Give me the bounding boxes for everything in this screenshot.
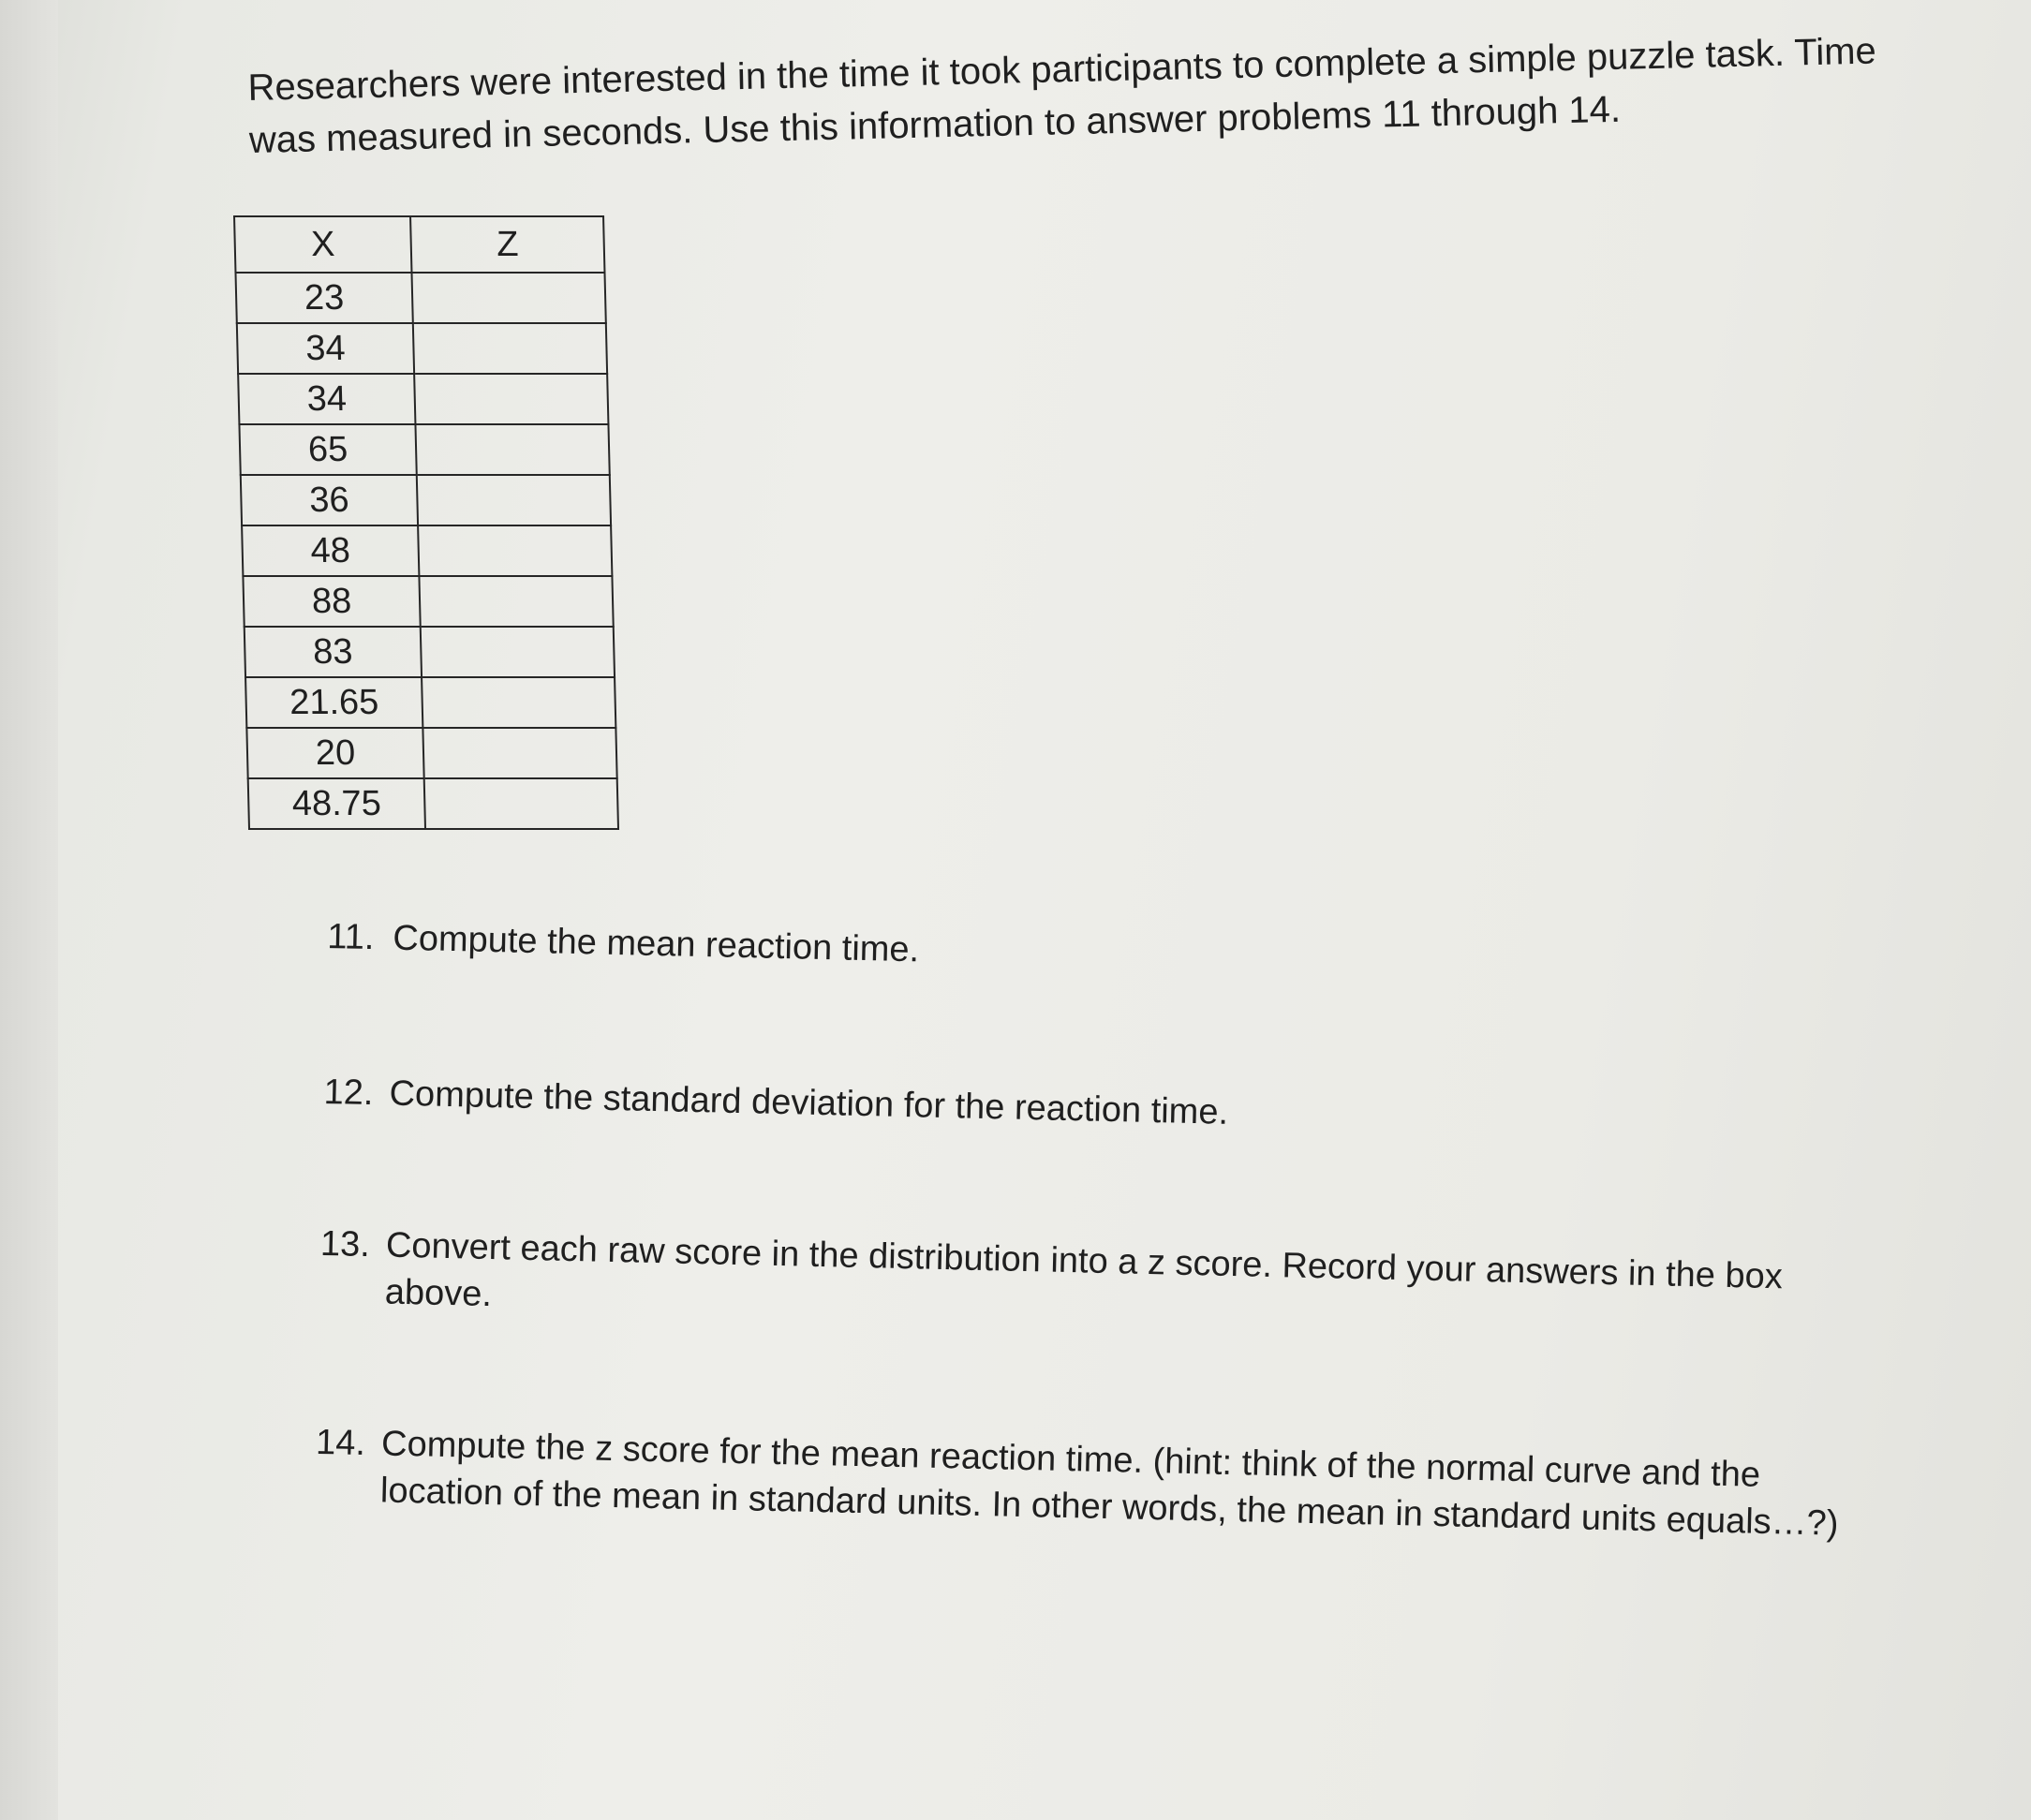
z-value-cell[interactable] — [421, 627, 615, 677]
z-value-cell[interactable] — [413, 323, 607, 374]
x-value-cell: 48 — [242, 525, 419, 576]
x-value-cell: 36 — [241, 475, 418, 525]
x-value-cell: 21.65 — [245, 677, 423, 728]
intro-paragraph: Researchers were interested in the time it took participants to complete a simple puzzle task. Time was measured in seconds. Use this information to answer problems 11 through 14. — [247, 30, 1877, 161]
table-row — [248, 778, 618, 829]
x-value-cell: 20 — [246, 728, 423, 778]
x-value-cell: 48.75 — [248, 778, 425, 829]
table-row — [245, 627, 615, 677]
question-11 — [327, 913, 1902, 996]
question-12 — [323, 1069, 1898, 1151]
z-value-cell[interactable] — [422, 677, 615, 728]
x-value-cell: 88 — [243, 576, 420, 627]
column-header-x: X — [234, 216, 411, 273]
question-14 — [314, 1419, 1890, 1548]
table-row — [238, 374, 608, 424]
question-number: 13. — [319, 1223, 371, 1265]
question-number: 11. — [326, 916, 375, 958]
z-value-cell[interactable] — [414, 374, 608, 424]
question-number: 14. — [315, 1422, 366, 1464]
table-row — [239, 424, 609, 475]
x-value-cell: 83 — [245, 627, 422, 677]
z-value-cell[interactable] — [424, 778, 618, 829]
data-table — [233, 215, 619, 830]
z-value-cell[interactable] — [411, 273, 605, 323]
question-text: Convert each raw score in the distribution into a z score. Record your answers in the box above. — [384, 1225, 1784, 1315]
page-edge-shadow — [0, 0, 58, 1820]
question-list — [315, 913, 1920, 1544]
z-value-cell[interactable] — [418, 525, 612, 576]
question-text: Compute the z score for the mean reaction time. (hint: think of the normal curve and the location of the mean in standard units. In other words, the mean in standard units equals…?) — [379, 1424, 1839, 1544]
x-value-cell: 65 — [239, 424, 416, 475]
question-13 — [319, 1221, 1894, 1350]
question-text: Compute the mean reaction time. — [392, 918, 920, 970]
table-row — [246, 728, 616, 778]
table-row — [245, 677, 615, 728]
z-value-cell[interactable] — [415, 424, 609, 475]
table-row — [242, 525, 612, 576]
table-header-row — [234, 216, 604, 273]
table-row — [243, 576, 613, 627]
z-value-cell[interactable] — [419, 576, 613, 627]
table-row — [237, 323, 607, 374]
question-text: Compute the standard deviation for the reaction time. — [389, 1073, 1229, 1132]
z-value-cell[interactable] — [423, 728, 616, 778]
x-value-cell: 23 — [235, 273, 412, 323]
z-value-cell[interactable] — [417, 475, 611, 525]
table-row — [241, 475, 611, 525]
x-value-cell: 34 — [237, 323, 414, 374]
question-number: 12. — [323, 1072, 374, 1114]
table-row — [235, 273, 605, 323]
column-header-z: Z — [410, 216, 604, 273]
x-value-cell: 34 — [238, 374, 415, 424]
